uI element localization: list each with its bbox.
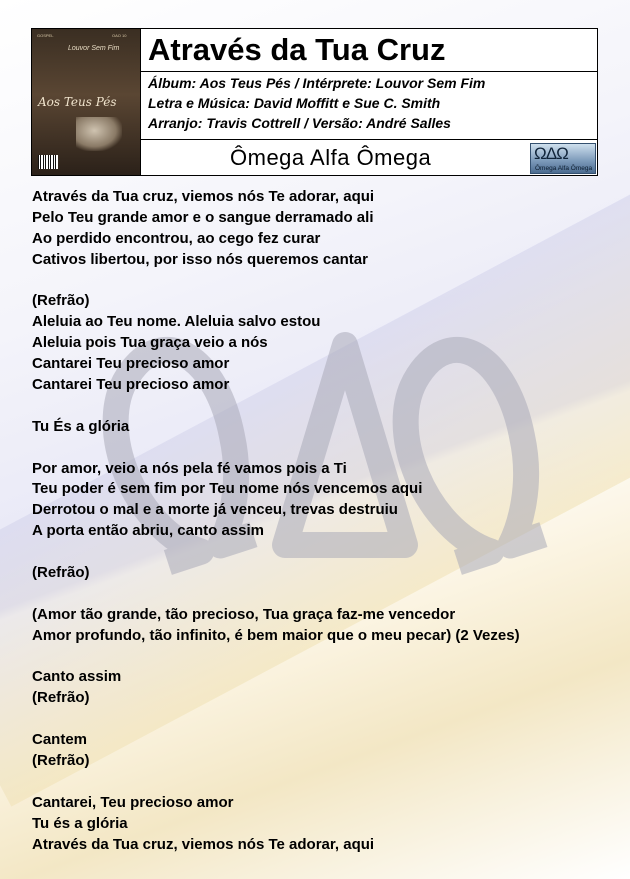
lyric-line: Cantarei Teu precioso amor xyxy=(32,355,230,373)
cover-title: Aos Teus Pés xyxy=(38,95,117,109)
cover-label-left: GOSPEL xyxy=(37,33,54,38)
brand-name: Ômega Alfa Ômega xyxy=(230,145,432,170)
lyric-line: Cantarei Teu precioso amor xyxy=(32,376,230,394)
stanza-gap xyxy=(32,396,612,417)
stanza-gap xyxy=(32,542,612,563)
lyric-line: Cativos libertou, por isso nós queremos cantar xyxy=(32,250,368,268)
credits-block xyxy=(140,71,597,140)
cover-artist: Louvor Sem Fim xyxy=(68,45,120,52)
lyric-line: Tu és a glória xyxy=(32,814,128,832)
lyric-line: Através da Tua cruz, viemos nós Te adorar, aqui xyxy=(32,835,375,853)
lyric-line: (Refrão) xyxy=(32,689,90,707)
stanza-gap xyxy=(32,647,612,668)
song-header xyxy=(31,28,598,176)
stanza-gap xyxy=(32,271,612,292)
lyric-line: Cantarei, Teu precioso amor xyxy=(32,793,234,811)
logo-symbol: ΩΔΩ xyxy=(534,144,568,163)
barcode-icon xyxy=(38,155,58,169)
lyric-line: (Refrão) xyxy=(32,752,90,770)
lyric-line: Aleluia pois Tua graça veio a nós xyxy=(32,334,268,352)
credit-arrangement: Arranjo: Travis Cottrell / Versão: André Salles xyxy=(148,115,451,131)
album-cover xyxy=(32,29,141,175)
brand-row xyxy=(140,140,597,175)
cover-label-right: OAO 10 xyxy=(112,33,127,38)
lyrics-body xyxy=(32,187,612,856)
lyric-line: Pelo Teu grande amor e o sangue derramado ali xyxy=(32,208,374,226)
stanza-gap xyxy=(32,438,612,459)
brand-logo xyxy=(530,143,596,174)
lyric-line: (Amor tão grande, tão precioso, Tua graça faz-me vencedor xyxy=(32,605,456,623)
lyric-line: (Refrão) xyxy=(32,292,90,310)
credit-writers: Letra e Música: David Moffitt e Sue C. Smith xyxy=(148,95,441,111)
lyric-line: Através da Tua cruz, viemos nós Te adorar, aqui xyxy=(32,188,375,205)
lyric-line: Amor profundo, tão infinito, é bem maior que o meu pecar) (2 Vezes) xyxy=(32,626,520,644)
cover-figure xyxy=(76,117,122,151)
lyric-line: Ao perdido encontrou, ao cego fez curar xyxy=(32,229,321,247)
song-title: Através da Tua Cruz xyxy=(148,32,446,67)
lyric-line: (Refrão) xyxy=(32,564,90,582)
stanza-gap xyxy=(32,772,612,793)
lyric-line: Canto assim xyxy=(32,668,122,686)
title-row xyxy=(140,29,597,72)
lyric-line: A porta então abriu, canto assim xyxy=(32,522,264,540)
lyric-line: Tu És a glória xyxy=(32,417,130,435)
lyric-line: Teu poder é sem fim por Teu nome nós vencemos aqui xyxy=(32,480,423,498)
lyric-line: Cantem xyxy=(32,731,88,749)
stanza-gap xyxy=(32,584,612,605)
stanza-gap xyxy=(32,709,612,730)
credit-album: Álbum: Aos Teus Pés / Intérprete: Louvor Sem Fim xyxy=(148,75,486,91)
lyric-line: Derrotou o mal e a morte já venceu, trevas destruiu xyxy=(32,501,398,519)
logo-caption: Ômega Alfa Ômega xyxy=(535,165,593,172)
lyric-line: Por amor, veio a nós pela fé vamos pois a Ti xyxy=(32,459,347,477)
lyric-line: Aleluia ao Teu nome. Aleluia salvo estou xyxy=(32,313,321,331)
